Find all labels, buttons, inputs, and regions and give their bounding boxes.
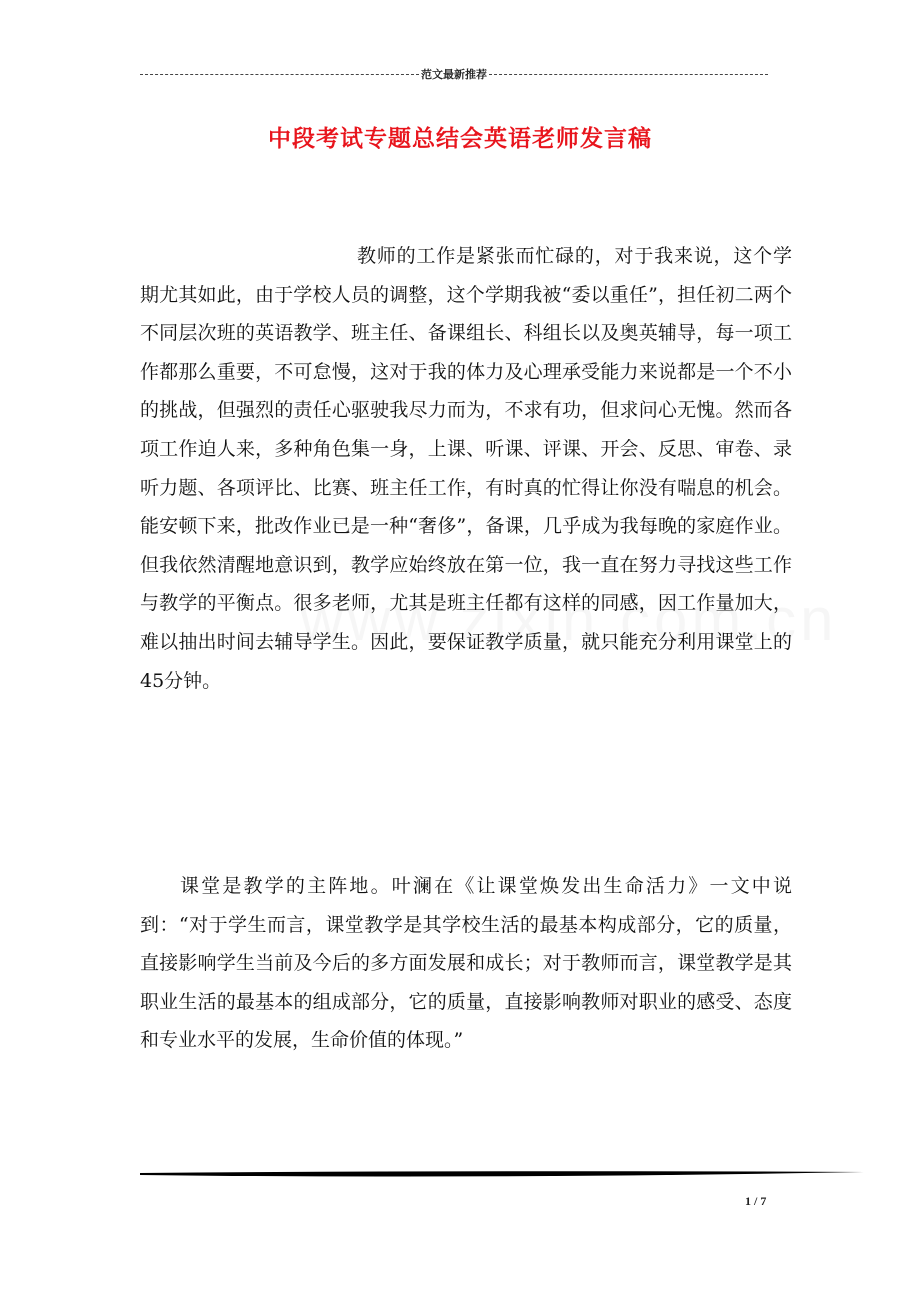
- page-header: [140, 66, 768, 82]
- header-dash-right: [489, 74, 768, 75]
- document-title: 中段考试专题总结会英语老师发言稿: [268, 125, 652, 152]
- page-number: 1 / 7: [745, 1194, 767, 1208]
- header-dash-left: [140, 74, 419, 75]
- footer-rule: [140, 1167, 864, 1181]
- header-label: 范文最新推荐: [421, 68, 487, 81]
- paragraph-1: 教师的工作是紧张而忙碌的，对于我来说，这个学期尤其如此，由于学校人员的调整，这个学期我被“委以重任”，担任初二两个不同层次班的英语教学、班主任、备课组长、科组长以及奥英辅导，每一项工作都那么重要，不可怠慢，这对于我的体力及心理承受能力来说都是一个不小的挑战，但强烈的责任心驱驶我尽力而为，不求有功，但求问心无愧。然而各项工作迫人来，多种角色集一身，上课、听课、评课、开会、反思、审卷、录听力题、各项评比、比赛、班主任工作，有时真的忙得让你没有喘息的机会。能安顿下来，批改作业已是一种“奢侈”，备课，几乎成为我每晚的家庭作业。但我依然清醒地意识到，教学应始终放在第一位，我一直在努力寻找这些工作与教学的平衡点。很多老师，尤其是班主任都有这样的同感，因工作量加大，难以抽出时间去辅导学生。因此，要保证教学质量，就只能充分利用课堂上的45分钟。: [140, 245, 792, 692]
- footer-rule-swoosh: [140, 1171, 864, 1176]
- paragraph-2: 课堂是教学的主阵地。叶澜在《让课堂焕发出生命活力》一文中说到：“对于学生而言，课堂教学是其学校生活的最基本构成部分，它的质量，直接影响学生当前及今后的多方面发展和成长；对于教师而言，课堂教学是其职业生活的最基本的组成部分，它的质量，直接影响教师对职业的感受、态度和专业水平的发展，生命价值的体现。”: [140, 875, 792, 1052]
